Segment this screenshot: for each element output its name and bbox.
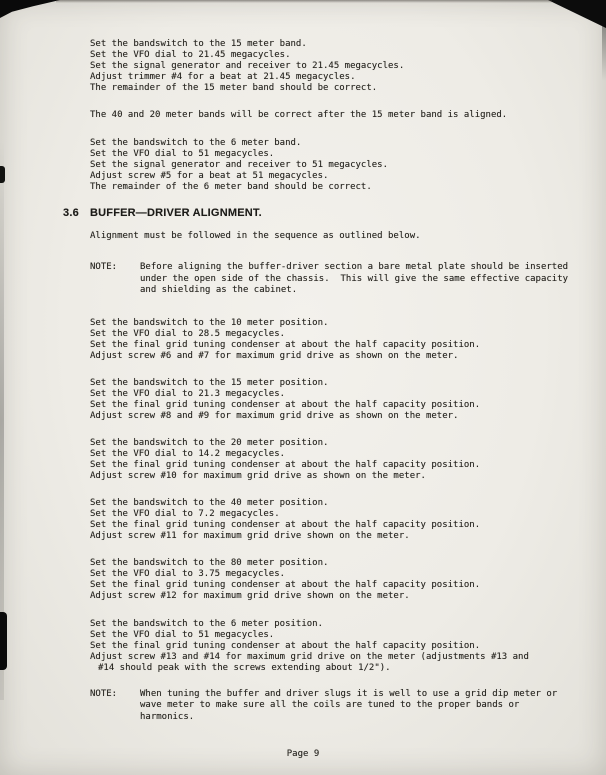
text-line: The remainder of the 6 meter band should be correct.	[90, 182, 372, 192]
scan-artifact-top-left-corner	[0, 0, 60, 18]
text-line: Set the VFO dial to 14.2 megacycles.	[90, 448, 286, 459]
section-title: BUFFER—DRIVER ALIGNMENT.	[90, 207, 262, 219]
text-line: The remainder of the 15 meter band should be correct.	[90, 83, 378, 93]
scan-artifact-top-edge	[56, 0, 552, 3]
text-line: Set the VFO dial to 51 megacycles.	[90, 629, 275, 640]
paragraph-40-20m-note: The 40 and 20 meter bands will be correct after the 15 meter band is aligned.	[90, 110, 508, 120]
instruction-block-6m-position	[90, 619, 576, 674]
text-line-wrapped: Adjust screw #13 and #14 for maximum grid drive on the meter (adjustments #13 and #14 should peak with the screws extending about 1/2").	[90, 651, 535, 673]
scan-artifact-right-smudge	[602, 26, 606, 81]
scan-artifact-top-right-corner	[548, 0, 606, 28]
instruction-block-15m-position	[90, 378, 576, 422]
text-line: Set the final grid tuning condenser at about the half capacity position.	[90, 459, 481, 470]
intro-line: Alignment must be followed in the sequence as outlined below.	[90, 231, 421, 241]
text-line: Set the VFO dial to 7.2 megacycles.	[90, 508, 280, 519]
instruction-block-10m-position	[90, 318, 576, 362]
text-line: Set the final grid tuning condenser at about the half capacity position.	[90, 519, 481, 530]
note-block-shielding	[90, 262, 576, 297]
section-number: 3.6	[63, 207, 79, 219]
text-line: Set the bandswitch to the 40 meter position.	[90, 497, 329, 508]
text-line: Set the final grid tuning condenser at about the half capacity position.	[90, 579, 481, 590]
text-line: Set the bandswitch to the 80 meter position.	[90, 557, 329, 568]
text-line: Set the bandswitch to the 20 meter position.	[90, 437, 329, 448]
page-content	[63, 39, 576, 723]
text-line: Adjust screw #8 and #9 for maximum grid drive as shown on the meter.	[90, 410, 459, 421]
instruction-block-80m-position	[90, 558, 576, 602]
text-line: Set the bandswitch to the 6 meter band.	[90, 138, 302, 148]
text-line: Adjust screw #6 and #7 for maximum grid drive as shown on the meter.	[90, 350, 459, 361]
note-label: NOTE:	[90, 262, 118, 272]
text-line: Adjust trimmer #4 for a beat at 21.45 megacycles.	[90, 72, 356, 82]
text-line: Set the VFO dial to 21.3 megacycles.	[90, 388, 286, 399]
page-number: Page 9	[286, 749, 320, 759]
note-text: When tuning the buffer and driver slugs it is well to use a grid dip meter or wave meter to make sure all the coils are tuned to the proper bands or harmonics.	[140, 688, 563, 722]
instruction-block-20m-position	[90, 438, 576, 482]
text-line: Set the bandswitch to the 10 meter position.	[90, 317, 329, 328]
text-line: Set the final grid tuning condenser at about the half capacity position.	[90, 339, 481, 350]
text-line: Set the VFO dial to 28.5 megacycles.	[90, 328, 286, 339]
text-line: Adjust screw #5 for a beat at 51 megacycles.	[90, 171, 329, 181]
instruction-block-40m-position	[90, 498, 576, 542]
text-line: Set the final grid tuning condenser at about the half capacity position.	[90, 640, 481, 651]
scan-artifact-left-smudge	[0, 140, 4, 700]
text-line: Adjust screw #12 for maximum grid drive shown on the meter.	[90, 590, 410, 601]
text-line: Adjust screw #10 for maximum grid drive as shown on the meter.	[90, 470, 426, 481]
text-line: Set the signal generator and receiver to 21.45 megacycles.	[90, 61, 405, 71]
instruction-block-6m-band	[90, 138, 576, 193]
section-heading	[63, 207, 576, 220]
text-line: Set the bandswitch to the 15 meter band.	[90, 39, 307, 49]
text-line: Set the VFO dial to 21.45 megacycles.	[90, 50, 291, 60]
text-line: Set the bandswitch to the 15 meter position.	[90, 377, 329, 388]
note-label: NOTE:	[90, 688, 118, 699]
text-line: Adjust screw #11 for maximum grid drive shown on the meter.	[90, 530, 410, 541]
note-block-grid-dip-meter	[90, 689, 576, 724]
text-line: Set the VFO dial to 51 megacycles.	[90, 149, 275, 159]
note-text: Before aligning the buffer-driver section a bare metal plate should be inserted under the open side of the chassis. This will give the same effective capacity and shielding as the cabinet.	[140, 262, 574, 295]
text-line: Set the bandswitch to the 6 meter position.	[90, 618, 323, 629]
instruction-block-15m-band	[90, 39, 576, 94]
text-line: Set the final grid tuning condenser at about the half capacity position.	[90, 399, 481, 410]
text-line: Set the VFO dial to 3.75 megacycles.	[90, 568, 286, 579]
text-line: Set the signal generator and receiver to 51 megacycles.	[90, 160, 389, 170]
